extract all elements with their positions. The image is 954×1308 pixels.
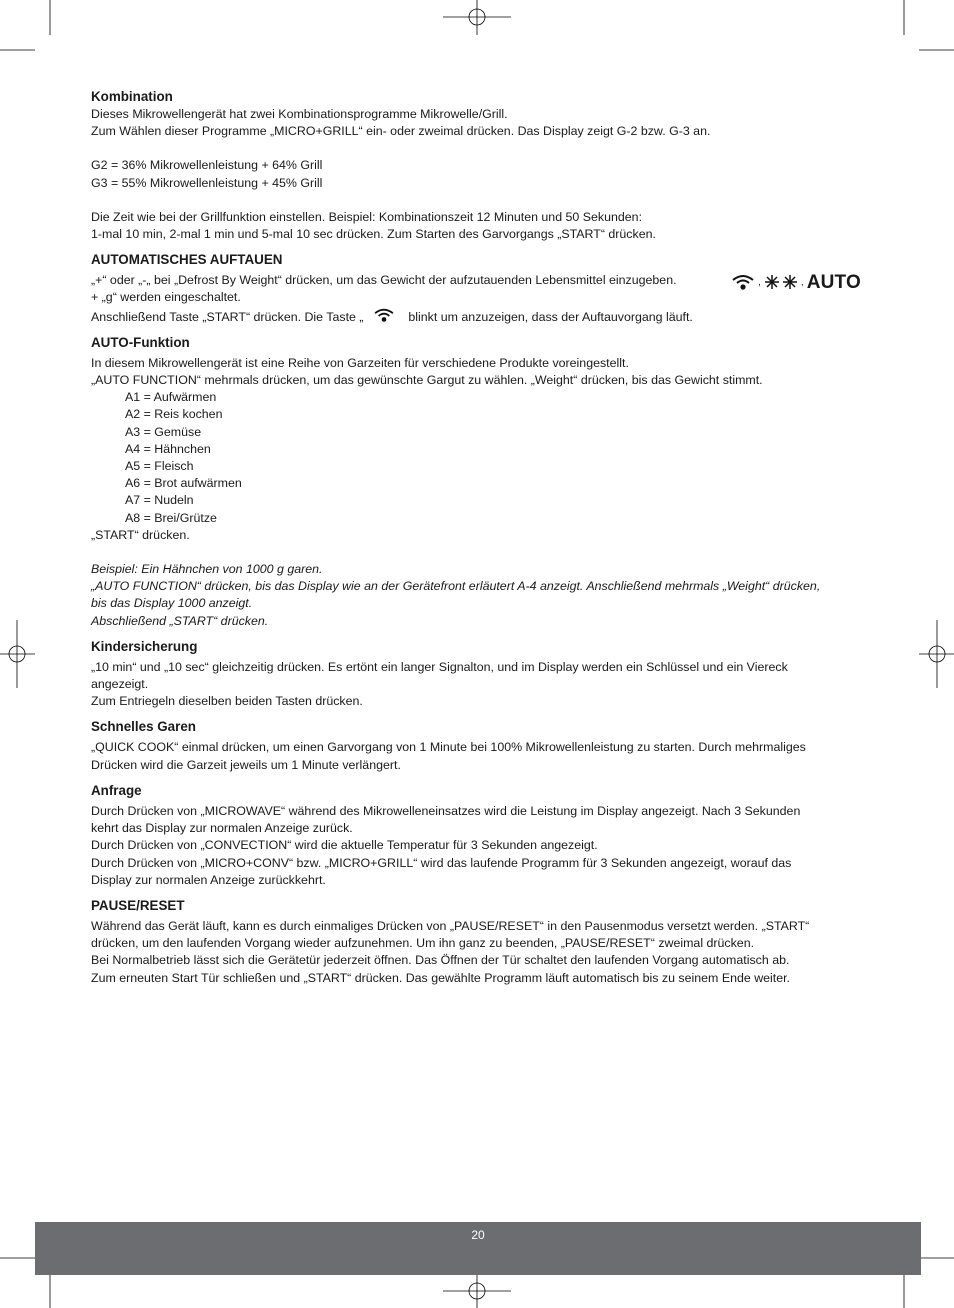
paragraph-line: Durch Drücken von „CONVECTION“ wird die aktuelle Temperatur für 3 Sekunden angezeigt.	[91, 838, 598, 853]
section-autofunktion	[91, 334, 861, 630]
paragraph-line: Während das Gerät läuft, kann es durch einmaliges Drücken von „PAUSE/RESET“ in den Pausenmodus versetzt werden. „START“	[91, 918, 810, 933]
separator: ,	[758, 276, 761, 288]
paragraph-line	[91, 307, 861, 326]
paragraph-line: Zum Entriegeln dieselben beiden Tasten drücken.	[91, 694, 363, 709]
auto-program-list	[125, 389, 861, 527]
paragraph-line: Zum Wählen dieser Programme „MICRO+GRILL“ ein- oder zweimal drücken. Das Display zeigt G-2 bzw. G-3 an.	[91, 124, 711, 139]
paragraph-line: In diesem Mikrowellengerät ist eine Reihe von Garzeiten für verschiedene Produkte voreingestellt.	[91, 355, 629, 370]
paragraph-line: „QUICK COOK“ einmal drücken, um einen Garvorgang von 1 Minute bei 100% Mikrowellenleistung zu starten. Durch mehrmaliges	[91, 740, 806, 755]
section-kombination	[91, 88, 861, 243]
example-block	[91, 561, 861, 630]
defrost-icon-group	[731, 272, 861, 292]
section-title: AUTO-Funktion	[91, 334, 190, 350]
page-footer-bar	[35, 1222, 921, 1275]
list-item: A5 = Fleisch	[125, 459, 194, 474]
paragraph-line: angezeigt.	[91, 677, 149, 692]
paragraph-line: 1-mal 10 min, 2-mal 1 min und 5-mal 10 sec drücken. Zum Starten des Garvorgangs „START“ drücken.	[91, 227, 656, 242]
list-item: A1 = Aufwärmen	[125, 390, 217, 405]
paragraph-line: Bei Normalbetrieb lässt sich die Gerätetür jederzeit öffnen. Das Öffnen der Tür schaltet den laufenden Vorgang automatisch ab.	[91, 953, 790, 968]
section-pause-reset	[91, 897, 861, 987]
paragraph-line: Drücken wird die Garzeit jeweils um 1 Minute verlängert.	[91, 757, 401, 772]
section-title: Anfrage	[91, 782, 142, 798]
snowflake-icon	[764, 273, 798, 291]
list-item: A8 = Brei/Grütze	[125, 510, 217, 525]
defrost-icon	[371, 307, 397, 323]
section-anfrage	[91, 782, 861, 889]
auto-label: AUTO	[806, 271, 861, 293]
example-line: „AUTO FUNCTION“ drücken, bis das Display wie an der Gerätefront erläutert A-4 anzeigt. Anschließend mehrmals „Weight“ drücken,	[91, 579, 821, 594]
paragraph-line: Dieses Mikrowellengerät hat zwei Kombinationsprogramme Mikrowelle/Grill.	[91, 107, 508, 121]
list-item: A6 = Brot aufwärmen	[125, 476, 242, 491]
paragraph-line: „AUTO FUNCTION“ mehrmals drücken, um das gewünschte Gargut zu wählen. „Weight“ drücken, bis das Gewicht stimmt.	[91, 373, 763, 388]
separator: ,	[800, 276, 804, 288]
defrost-icon	[731, 273, 755, 291]
paragraph-line: „+“ oder „-„ bei „Defrost By Weight“ drücken, um das Gewicht der aufzutauenden Lebensmittel einzugeben.	[91, 273, 677, 288]
paragraph-line: drücken, um den laufenden Vorgang wieder aufzunehmen. Um ihn ganz zu beenden, „PAUSE/RESET“ zweimal drücken.	[91, 936, 755, 951]
page-number: 20	[471, 1228, 485, 1242]
section-kindersicherung	[91, 638, 861, 711]
paragraph-line: Zum erneuten Start Tür schließen und „START“ drücken. Das gewählte Programm läuft automatisch bis zu seinem Ende weiter.	[91, 970, 791, 985]
inline-text: Anschließend Taste „START“ drücken. Die Taste „	[91, 309, 364, 324]
paragraph-line: Die Zeit wie bei der Grillfunktion einstellen. Beispiel: Kombinationszeit 12 Minuten und 50 Sekunden:	[91, 209, 643, 224]
example-line: Beispiel: Ein Hähnchen von 1000 g garen.	[91, 562, 323, 577]
paragraph-line: + „g“ werden eingeschaltet.	[91, 290, 241, 305]
paragraph-line: Display zur normalen Anzeige zurückkehrt.	[91, 872, 326, 887]
example-line: Abschließend „START“ drücken.	[91, 613, 269, 628]
inline-text: blinkt um anzuzeigen, dass der Auftauvorgang läuft.	[408, 309, 693, 324]
list-item: A4 = Hähnchen	[125, 441, 211, 456]
list-item: A7 = Nudeln	[125, 493, 194, 508]
program-g2: G2 = 36% Mikrowellenleistung + 64% Grill	[91, 158, 323, 173]
section-title: PAUSE/RESET	[91, 897, 185, 913]
section-title: Kombination	[91, 89, 173, 104]
paragraph-line: „10 min“ und „10 sec“ gleichzeitig drücken. Es ertönt ein langer Signalton, und im Display werden ein Schlüssel und ein Viereck	[91, 659, 788, 674]
program-g3: G3 = 55% Mikrowellenleistung + 45% Grill	[91, 175, 323, 190]
section-title: AUTOMATISCHES AUFTAUEN	[91, 252, 283, 268]
section-schnelles-garen	[91, 718, 861, 773]
paragraph-line: kehrt das Display zur normalen Anzeige zurück.	[91, 821, 353, 836]
section-title: Kindersicherung	[91, 638, 198, 654]
paragraph-line: Durch Drücken von „MICROWAVE“ während des Mikrowelleneinsatzes wird die Leistung im Display angezeigt. Nach 3 Sekunden	[91, 803, 801, 818]
section-title: Schnelles Garen	[91, 719, 196, 735]
paragraph-line: Durch Drücken von „MICRO+CONV“ bzw. „MICRO+GRILL“ wird das laufende Programm für 3 Sekunden angezeigt, worauf das	[91, 855, 792, 870]
paragraph-line: „START“ drücken.	[91, 527, 190, 542]
list-item: A2 = Reis kochen	[125, 407, 223, 422]
section-auftauen	[91, 251, 861, 326]
example-line: bis das Display 1000 anzeigt.	[91, 596, 253, 611]
manual-content	[91, 88, 861, 987]
list-item: A3 = Gemüse	[125, 424, 202, 439]
